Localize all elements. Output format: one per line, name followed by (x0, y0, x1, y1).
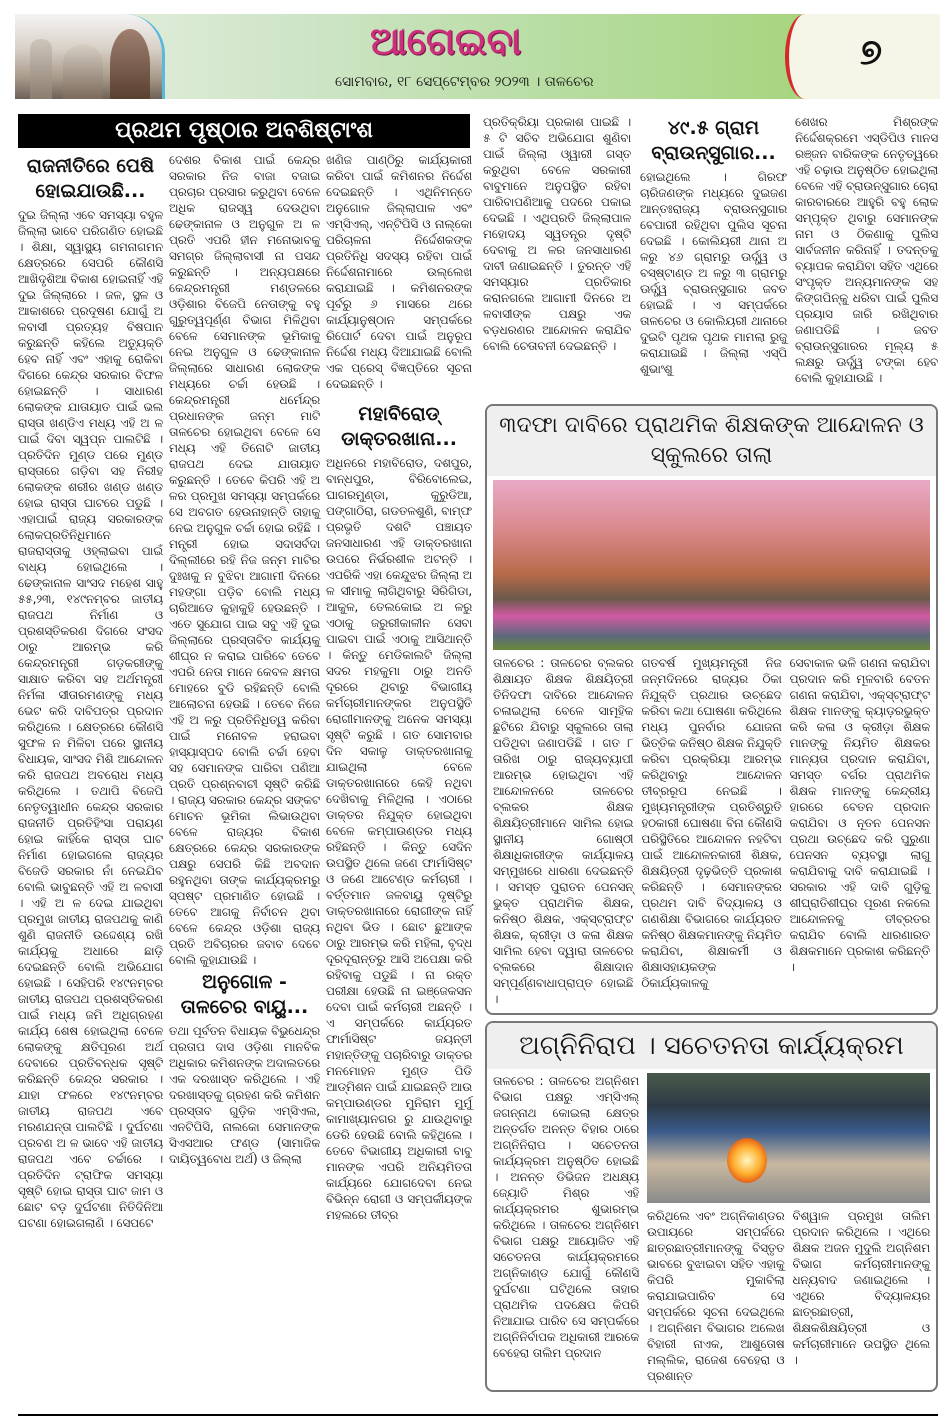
fire-column-3: ବିଶ୍ୱାଳ ପ୍ରମୁଖ ତାଲିମ ପ୍ରଦାନ କରିଥିଲେ । ଏଥିରେ ଶିକ୍ଷକ ଅଜନ ମୁଦୁଲି ଅଗ୍ନିଶମ ବିଭାଗ କର୍ମଚାରୀମାନଙ୍କୁ ଧନ୍ୟବାଦ ଜଣାଇଥିଲେ । ଏଥିରେ ବିଦ୍ୟାଳୟର ଛାତ୍ରଛାତ୍ରୀ, ଶିକ୍ଷକଶିକ୍ଷୟିତ୍ରୀ ଓ କର୍ମଚାରୀମାନେ ଉପସ୍ଥିତ ଥିଲେ । (792, 1209, 930, 1367)
masthead (15, 14, 940, 99)
fire-drill-photo (647, 1073, 930, 1203)
article-column-1 (18, 152, 163, 1231)
dateline: ସୋମବାର, ୧୮ ସେପ୍ଟେମ୍ବର ୨୦୨୩ । ତାଳଚେର (335, 74, 594, 90)
article-headline: ଅଗ୍ନିନିରାପ । ସଚେତନତା କାର୍ଯ୍ୟକ୍ରମ (487, 1023, 936, 1069)
teachers-protest-article (485, 404, 938, 1015)
temple-collage-image (15, 14, 165, 99)
article-headline: ୩ଦଫା ଦାବିରେ ପ୍ରାଥମିକ ଶିକ୍ଷକଙ୍କ ଆନ୍ଦୋଳନ ଓ ସ୍କୁଲରେ ତାଲା (487, 406, 936, 476)
article-column-6 (795, 114, 938, 386)
article-body: ପ୍ରତିକ୍ରିୟା ପ୍ରକାଶ ପାଇଛି । ୫ ଟି ସଚିବ ଅଭିଯୋଗ ଶୁଣିବା ପାଇଁ ଜିଲ୍ଲା ଓ୍ୱାରୀ ଗସ୍ତ କରୁଥିବା ବେଳେ ସରକାରୀ ବାବୁମାନେ ଅନୁପସ୍ଥିତ ରହିବା ପାରିବାପଣିଆକୁ ପଦରେ ପକାଇ ଦେଇଛି । ଏଥିପ୍ରତି ଜିଲ୍ଲାପାଳ ମହୋଦୟ ସ୍ୱତନ୍ତ୍ର ଦୃଷ୍ଟି ଦେବାକୁ ଅ ଳର ଜନସାଧାରଣ ଦାବୀ ଜଣାଇଛନ୍ତି । ତୁରନ୍ତ ଏହି ସମସ୍ୟାର ପ୍ରତିକାର କରାନଗଲେ ଆଗାମୀ ଦିନରେ ଅ ଳବାସୀଙ୍କ ପକ୍ଷରୁ ଏକ ବଡ଼ଧରଣର ଆନ୍ଦୋଳନ କରାଯିବ ବୋଲି ଚେତାବନୀ ଦେଇଛନ୍ତି । (483, 115, 631, 353)
article-column-2 (169, 152, 320, 1167)
article-body: ଅଧିନରେ ମହାବିରୋଡ, ଦଶପୁର, ବାନ୍ଧପୁର, ବିରିବୋଲେଇ, ଘାଗରମୁଣ୍ଡା, କୁରୁଡିଆ, ପଙ୍ଗାଠିରା, ଗଡତଳଶୁଣି, ବାମ୍ଫ ପ୍ରଭୃତି ଦଶଟି ପଞ୍ଚାୟତ ଜନସାଧାରଣ ଏହି ଡାକ୍ତରଖାନା ଉପରେ ନିର୍ଭରଶୀଳ ଅଟନ୍ତି । ଏପରିକି ଏହା କେନ୍ଦୁଝର ଜିଲ୍ଲା ଅ ଳ ସୀମାକୁ ଲାଗିଥିବାରୁ ସିରିଗିଡା, ଆକୁଳ, ତେଲକୋଇ ଅ ଳରୁ ଏଠାକୁ ଜରୁରୀକାଳୀନ ସେବା ପାଇବା ପାଇଁ ଏଠାକୁ ଆସିଥାନ୍ତି । କିନ୍ତୁ ମେଡିକାଲଟି ଜିଲ୍ଲା ସଦର ମହକୁମା ଠାରୁ ଅନତି ଦୂରରେ ଥିବାରୁ ବିଭାଗୀୟ କର୍ମଚାରୀମାନଙ୍କର ଅନୁପସ୍ଥିତି ରୋଗୀମାନଙ୍କୁ ଅନେକ ସମସ୍ୟା ସୃଷ୍ଟି କରୁଛି । ଗତ ସୋମବାର ଦିନ ସକାଳୁ ଡାକ୍ତରଖାନାକୁ ଯାଇଥିଲା ବେଳେ ଡାକ୍ତରଖାନାରେ କେହି ନଥିବା ଦେଖିବାକୁ ମିଳିଥିଲା । ଏଠାରେ ଡାକ୍ତର ନିଯୁକ୍ତ ହୋଇଥିବା ବେଳେ କମ୍ପାଉଣ୍ଡର ମଧ୍ୟ ରହିଛନ୍ତି । କିନ୍ତୁ ସେଦିନ ଉପସ୍ଥିତ ଥିଲେ ଜଣେ ଫାର୍ମାସିଷ୍ଟ ଓ ଜଣେ ଆଟେଣ୍ଡ କର୍ମଚାରୀ । ବର୍ତ୍ତମାନ ଜଳବାୟୁ ଦୃଷ୍ଟିରୁ ଡାକ୍ତରଖାନାରେ ରୋଗୀଙ୍କ ନାହିଁ ନଥିବା ଭିଡ । ଛୋଟ ଛୁଆଙ୍କ ଠାରୁ ଆରମ୍ଭ କରି ମହିଳା, ବୃଦ୍ଧ ଦୂରଦୂରାନ୍ତରୁ ଆସି ଅପେକ୍ଷା କରି ରହିବାକୁ ପଡୁଛି । ନା ରକ୍ତ ପରୀକ୍ଷା ହେଉଛି ନା ଇଞ୍ଜେକସନ ଦେବା ପାଇଁ କର୍ମଚାରୀ ଅଛନ୍ତି । ଏ ସମ୍ପର୍କରେ କାର୍ଯ୍ୟରତ ଫାର୍ମାସିଷ୍ଟ ଜୟନ୍ତୀ ମହାନ୍ତିଙ୍କୁ ପଚାରିବାରୁ ଡାକ୍ତର ମନମୋହନ ମୁଣ୍ଡ ପିଡି ଆଡ୍‌ମିଶନ ପାଇଁ ଯାଇଛନ୍ତି ଆଉ କମ୍ପାଉଣ୍ଡର ମୁନିରାମ ମୁର୍ମୁ କାମାଖ୍ୟାନଗର ରୁ ଯାଉଥିବାରୁ ଡେରି ହେଉଛି ବୋଲି କହିଥିଲେ । ତେବେ ବିଭାଗୀୟ ଅଧିକାରୀ ବାବୁ ମାନଙ୍କ ଏପରି ଅନିୟମିତତା କାର୍ଯ୍ୟରେ ଯୋଗଦେବା ନେଇ ବିଭିନ୍ନ ରୋଗୀ ଓ ସମ୍ପର୍କୀୟଙ୍କ ମହଲରେ ତୀବ୍ର (326, 456, 472, 1222)
fire-flame (727, 1138, 767, 1183)
article-column-3 (326, 152, 472, 1223)
article-column-4 (483, 114, 631, 354)
article-body: ତଥା ପୂର୍ବତନ ବିଧାୟକ ବିଭୁଧେନ୍ଦ୍ର ପ୍ରତାପ ଦାସ ଓଡ଼ିଶା ମାନବିକ ଅଧିକାର କମିଶନଙ୍କ ଅଦାଲତରେ ଏକ ଦରଖାସ୍ତ କରିଥିଲେ । ଏହି ଦରଖାସ୍ତକୁ ଗ୍ରହଣ କରି କମିଶନ ପ୍ରସ୍ତାବ ଗୁଡ଼ିକ ଏମ୍‌ସିଏଲ, ଏନଟିପିସି, ନାଲକୋ ସେମାନଙ୍କ ସିଏସଆର ଫଣ୍ଡ (ସାମାଜିକ ଦାୟିତ୍ୱବୋଧ ଅର୍ଥ) ଓ ଜିଲ୍ଲା (169, 1024, 320, 1166)
article-headline: ମହାବିରୋଡ୍ ଡାକ୍ତରଖାନା... (341, 403, 457, 450)
teachers-column-1: ତାଳଚେର : ତାଳଚେର ବ୍ଲକର ଶିକ୍ଷାୟତ ଶିକ୍ଷକ ଶିକ୍ଷୟିତ୍ରୀ ତିନିଦଫା ଦାବିରେ ଆନ୍ଦୋଳନ ଚଳାଇଥିଲା ବେଳେ ସାମୂହିକ ଛୁଟିରେ ଯିବାରୁ ସ୍କୁଲରେ ତାଲା ପଡିଥିବା ଜଣାପଡିଛି । ଗତ ୮ ତାରିଖ ଠାରୁ ରାଜ୍ୟବ୍ୟାପୀ ଆରମ୍ଭ ହୋଇଥିବା ଏହି ଆନ୍ଦୋଳନରେ ତାଳଚେର ବ୍ଲକର ଶିକ୍ଷକ ଶିକ୍ଷୟିତ୍ରୀମାନେ ସାମିଲ ହୋଇ ସ୍ଥାନୀୟ ଗୋଷ୍ଠୀ ଶିକ୍ଷାଧିକାରୀଙ୍କ କାର୍ଯ୍ୟାଳୟ ସମ୍ମୁଖରେ ଧାରଣା ଦେଇଛନ୍ତି । ସମସ୍ତ ପୁରାତନ ପେନସନ୍ ଭୁକ୍ତ ପ୍ରାଥମିକ ଶିକ୍ଷକ, କନିଷ୍ଠ ଶିକ୍ଷକ, ଏକ୍ସ୍‌ଟ୍ରାଫ୍ଟ ଶିକ୍ଷକ, କ୍ରୀଡ଼ା ଓ କଳା ଶିକ୍ଷକ ସାମିଲ ହେବା ଦ୍ୱାରା ତାଳଚେର ବ୍ଲକରେ ଶିକ୍ଷାଦାନ ସମ୍ପୂର୍ଣ୍ଣବାଧାପ୍ରାପ୍ତ ହୋଇଛି । (493, 656, 634, 1006)
bottom-rule (18, 1414, 938, 1416)
teachers-column-2: ଗତବର୍ଷ ମୁଖ୍ୟମନ୍ତ୍ରୀ ନିଜ ଜନ୍ମଦିନରେ ରାଜ୍ୟର ଠିକା ନିଯୁକ୍ତି ପ୍ରଥାର ଉଚ୍ଛେଦ କରିବା କଥା ଘୋଷଣା କରିଥିଲେ ମଧ୍ୟ ପୁନର୍ବାର ଯୋଜନା ଭିତ୍ତିକ କନିଷ୍ଠ ଶିକ୍ଷକ ନିଯୁକ୍ତି କରିବା ପ୍ରକ୍ରିୟା ଆରମ୍ଭ କରିଥିବାରୁ ଆନ୍ଦୋଳନ ତୀବ୍ରରୂପ ନେଇଛି । ମୁଖ୍ୟମନ୍ତ୍ରୀଙ୍କ ପ୍ରତିଶ୍ରୁତି ହଠକାରୀ ଘୋଷଣା ବିନା କୌଣସି ପରିସ୍ଥିତିରେ ଆନ୍ଦୋଳନ ନହଟିବା ପାଇଁ ଆନ୍ଦୋଳନକାରୀ ଶିକ୍ଷକ, ଶିକ୍ଷୟିତ୍ରୀ ଦୃଢ଼ଭିତ୍ତି ପ୍ରକାଶ କରିଛନ୍ତି । ସେମାନଙ୍କର ପ୍ରଥମ ଦାବି ବିଦ୍ୟାଳୟ ଓ ଗଣଶିକ୍ଷା ବିଭାଗରେ କାର୍ଯ୍ୟରତ କନିଷ୍ଠ ଶିକ୍ଷକମାନଙ୍କୁ ନିୟମିତ କରାଯିବା, ଶିକ୍ଷାକର୍ମୀ ଓ ଶିକ୍ଷାସହାୟକଙ୍କ ଠିକାର୍ଯ୍ୟକାଳକୁ (641, 656, 782, 990)
article-headline: ଅନୁଗୋଳ - ତାଳଚେର ବାୟୁ... (180, 971, 309, 1018)
fire-safety-article (485, 1021, 938, 1392)
article-body: ଖଣିଜ ପାଣ୍ଠିରୁ କାର୍ଯ୍ୟକାରୀ କରିବା ପାଇଁ କମିଶନର ନିର୍ଦ୍ଦେଶ ଦେଇଛନ୍ତି । ଏଥିନିମନ୍ତେ ଅନୁଗୋଳ ଜିଲ୍ଲାପାଳ ଏବଂ ଏମ୍‌ସିଏଲ୍, ଏନ୍‌ଟିପିସି ଓ ନାଲ୍‌କୋ ପରିଚାଳନା ନିର୍ଦ୍ଦେଶକଙ୍କ ପ୍ରତିନିଧି ସଦସ୍ୟ ରହିବା ପାଇଁ ନିର୍ଦ୍ଦେଶନାମାରେ ଉଲ୍ଲେଖ କରାଯାଇଛି । କମିଶନରଙ୍କ ପୂର୍ବରୁ ୬ ମାସରେ ଥରେ କାର୍ଯ୍ୟାନୁଷ୍ଠାନ ସମ୍ପର୍କରେ ରିପୋର୍ଟ ଦେବା ପାଇଁ ଅନୁରୂପ ନିର୍ଦ୍ଦେଶ ମଧ୍ୟ ଦିଆଯାଇଛି ବୋଲି ଏକ ପ୍ରେସ୍ ବିଜ୍ଞପ୍ତିରେ ସୂଚନା ଦେଇଛନ୍ତି । (326, 153, 472, 391)
article-headline: ୪୯.୫ ଗ୍ରାମ ବ୍ରାଉନ୍‌ସୁଗାର... (651, 117, 776, 164)
decorative-curve (785, 14, 825, 99)
fire-column-1: ତାଳଚେର : ତାଳଚେର ଅଗ୍ନିଶମ ବିଭାଗ ପକ୍ଷରୁ ଏମ୍‌ସିଏଲ୍ ଜଗନ୍ନାଥ କୋଇଲା କ୍ଷେତ୍ର ଅନ୍ତର୍ଗତ ଅନନ୍ତ ବିହାର ଠାରେ ଅଗ୍ନିନିରାପ । ସଚେତନତା କାର୍ଯ୍ୟକ୍ରମ ଅନୁଷ୍ଠିତ ହୋଇଛି । ଅନନ୍ତ ଡିଭିଜନ ଅଧକ୍ଷ୍ୟ ଜ୍ୟୋତି ମିଶ୍ର ଏହି କାର୍ଯ୍ୟକ୍ରମର ଶୁଭାରମ୍ଭ କରିଥିଲେ । ତାଳଚେର ଅଗ୍ନିଶମ ବିଭାଗ ପକ୍ଷରୁ ଆୟୋଜିତ ଏହି ସଚେତନତା କାର୍ଯ୍ୟକ୍ରମରେ ଅଗ୍ନିକାଣ୍ଡ ଯୋଗୁଁ କୌଣସି ଦୁର୍ଘଟଣା ଘଟିଥିଲେ ତାହାର ପ୍ରାଥମିକ ପଦକ୍ଷେପ କିପରି ନିଆଯାଇ ପାରିବ ସେ ସମ୍ପର୍କରେ ଅଗ୍ନିନିର୍ବାପକ ଅଧିକାରୀ ଆରକେ ବେହେରା ତାଲିମ ପ୍ରଦାନ (493, 1074, 639, 1360)
teachers-protest-photo (493, 480, 930, 650)
page-number: ୭ (860, 32, 883, 73)
section-banner: ପ୍ରଥମ ପୃଷ୍ଠାର ଅବଶିଷ୍ଟାଂଶ (18, 114, 470, 148)
fire-column-2: କରିଥିଲେ ଏବଂ ଅଗ୍ନିକାଣ୍ଡର ଉପାୟରେ ସମ୍ପର୍କରେ ଛାତ୍ରଛାତ୍ରୀମାନଙ୍କୁ ବିସ୍ତୃତ ଭାବରେ ବୁଝାଇବା ସହିତ ଏହାକୁ କିପରି ମୁକାବିଲା କରାଯାଇପାରିବ ସେ ସମ୍ପର୍କରେ ସୂଚନା ଦେଇଥିଲେ । ଅଗ୍ନିଶମ ବିଭାଗର ଅଲେଖ ବିହାରୀ ନାଏକ, ଆଶୁତୋଷ ମଲ୍ଲିକ, ରାଜେଶ ବେହେରା ଓ ପ୍ରଶାନ୍ତ (647, 1209, 785, 1383)
article-body: ଦୁଇ ଜିଲ୍ଲା ଏବେ ସମସ୍ୟା ବହୁଳ ଜିଲ୍ଲା ଭାବେ ପରିଗଣିତ ହୋଇଛି । ଶିକ୍ଷା, ସ୍ୱାସ୍ଥ୍ୟ ଗମନାଗମନ କ୍ଷେତ୍ରରେ ସେପରି କୌଣସି ଆଖିଦୃଶିଆ ବିକାଶ ହୋଇନାହିଁ ଏହି ଦୁଇ ଜିଲ୍ଲାରେ । ଜଳ, ସ୍ଥଳ ଓ ଆକାଶରେ ପ୍ରଦୂଷଣ ଯୋଗୁଁ ଅ ଳବାସୀ ପ୍ରତ୍ୟହ ବିଷପାନ କରୁଛନ୍ତି କହିଲେ ଅତ୍ୟୁକ୍ତି ହେବ ନାହିଁ ଏବଂ ଏହାକୁ ରୋକିବା ଦିଗରେ କେନ୍ଦ୍ର ସରକାର ବିଫଳ ହୋଇଛନ୍ତି । ସାଧାରଣ ଲୋକଙ୍କ ଯାତାୟାତ ପାଇଁ ଭଲ ରାସ୍ତା ଖଣ୍ଡିଏ ମଧ୍ୟ ଏହି ଅ ଳ ପାଇଁ ଦିବା ସ୍ୱପ୍ନ ପାଲଟିଛି । ପ୍ରତିଦିନ ମୁଣ୍ଡ ପରେ ମୁଣ୍ଡ ରାସ୍ତାରେ ଗଡ଼ିବା ସହ ନିରୀହ ଲୋକଙ୍କ ଶରୀର ଖଣ୍ଡ ଖଣ୍ଡ ହୋଇ ରାସ୍ତା ଘାଟରେ ପଡୁଛି । ଏହାପାଇଁ ରାଜ୍ୟ ସରକାରଙ୍କ ଲୋକପ୍ରତିନିଧିମାନେ ରାଜରାସ୍ତାକୁ ଓହ୍ଲାଇବା ପାଇଁ ବାଧ୍ୟ ହୋଇଥିଲେ । ଢେଙ୍କାନାଳ ସାଂସଦ ମହେଶ ସାହୁ ୫୫,୨୩, ୧୪୯ନମ୍ବର ଜାତୀୟ ରାଜପଥ ନିର୍ମାଣ ଓ ପ୍ରଶସ୍ତିକରଣ ଦିଗରେ ସଂସଦ ଠାରୁ ଆରମ୍ଭ କରି କେନ୍ଦ୍ରମନ୍ତ୍ରୀ ଗଡ଼କରୀଙ୍କୁ ସାକ୍ଷାତ କରିବା ସହ ଅର୍ଥମନ୍ତ୍ରୀ ନିର୍ମଳା ସୀତାରମଣଙ୍କୁ ମଧ୍ୟ ଭେଟ କରି ଦାବିପତ୍ର ପ୍ରଦାନ କରିଥିଲେ । କ୍ଷେତ୍ରରେ କୌଣସି ସୁଫଳ ନ ମିଳିବା ପରେ ସ୍ଥାନୀୟ ବିଧାୟକ, ସାଂସଦ ମିଶି ଆନ୍ଦୋଳନ କରି ରାଜପଥ ଅବରୋଧ ମଧ୍ୟ କରିଥିଲେ । ତଥାପି ବିଜେପି ନେତୃତ୍ୱାଧୀନ କେନ୍ଦ୍ର ସରକାର ରାଜନୀତି ପ୍ରତିହିଂସା ପରାୟଣ ହୋଇ କାହିଁକେ ରାସ୍ତା ଘାଟ ନିର୍ମାଣ ହୋଇଗଲେ ରାଜ୍ୟର ବିଜେଡି ସରକାର ନାଁ ନେଇଯିବ ବୋଲି ଭାବୁଛନ୍ତି ଏହି ଅ ଳବାସୀ । ଏହି ଅ ଳ ଦେଇ ଯାଇଥିବା ପ୍ରମୁଖ ଜାତୀୟ ରାଜପଥକୁ କାଣି ଶୁଣି ରାଜନୀତି ଉଦ୍ଦେଶ୍ୟ ରଖି କାର୍ଯ୍ୟକୁ ଅଧାରେ ଛାଡ଼ି ଦେଇଛନ୍ତି ବୋଲି ଅଭିଯୋଗ ହୋଇଛି । ସେହିପରି ୧୪୯ନମ୍ବର ଜାତୀୟ ରାଜପଥ ପ୍ରଶସ୍ତିକରଣ ପାଇଁ ମଧ୍ୟ ଜମି ଅଧିଗ୍ରହଣ କାର୍ଯ୍ୟ ଶେଷ ହୋଇଥିଲା ବେଳେ ଲୋକଙ୍କୁ କ୍ଷତିପୂରଣ ଅର୍ଥ ଦେବାରେ ପ୍ରତିବନ୍ଧକ ସୃଷ୍ଟି କରିଛନ୍ତି କେନ୍ଦ୍ର ସରକାର । ଯାହା ଫଳରେ ୧୪୯ନମ୍ବର ଜାତୀୟ ରାଜପଥ ଏବେ ମରଣଯନ୍ତା ପାଲଟିଛି । ଦୁର୍ଘଟଣା ପ୍ରବଣ ଅ ଳ ଭାବେ ଏହି ଜାତୀୟ ରାଜପଥ ଏବେ ଚର୍ଚ୍ଚାରେ । ପ୍ରତିଦିନ ଟ୍ରାଫିକ ସମସ୍ୟା ସୃଷ୍ଟି ହୋଇ ରାସ୍ତା ଘାଟ ଜାମ ଓ ଛୋଟ ବଡ଼ ଦୁର୍ଘଟଣା ନିତିଦିନିଆ ଘଟଣା ହୋଇଗଲାଣି । ସେପଟେ (18, 208, 163, 1230)
article-body: ହୋଇଥିଲେ । ଗିରଫ ଚାରିଜଣଙ୍କ ମଧ୍ୟରେ ଦୁଇଜଣ ଆନ୍ତଃରାଜ୍ୟ ବ୍ରାଉନ୍‌ସୁଗାର ବେପାରୀ ରହିଥିବା ପୁଲିସ ସୂଚନା ଦେଇଛି । କୋଲିୟରୀ ଥାନା ଅ ଳରୁ ୪୬ ଗ୍ରାମରୁ ଊର୍ଦ୍ଧ୍ୱ ଓ ବସ୍‌ଷ୍ଟାଣ୍ଡ ଅ ଳରୁ ୩ ଗ୍ରାମରୁ ଊର୍ଦ୍ଧ୍ୱ ବ୍ରାଉନ୍‌ସୁଗାର ଜବତ ହୋଇଛି । ଏ ସମ୍ପର୍କରେ ତାଳଚେର ଓ କୋଲିୟରୀ ଥାନାରେ ଦୁଇଟି ପୃଥକ ପୃଥକ ମାମଲା ରୁଜୁ କରାଯାଇଛି । ଜିଲ୍ଲା ଏସ୍‌ପି ଶୁଭାଂଶୁ (640, 170, 787, 376)
article-body: ଶେଖର ମିଶ୍ରଙ୍କ ନିର୍ଦ୍ଦେଶକ୍ରମେ ଏସ୍‌ଡିପିଓ ମାନସ ରଞ୍ଜନ ବାରିକଙ୍କ ନେତୃତ୍ୱରେ ଏହି ଚଢ଼ାଉ ଅନୁଷ୍ଠିତ ହୋଇଥିଲା ବେଳେ ଏହି ବ୍ରାଉନ୍‌ସୁଗାର ଚୋରା କାରବାରରେ ଆହୁରି ବହୁ ଲୋକ ସମ୍ପୃକ୍ତ ଥିବାରୁ ସେମାନଙ୍କ ନାମ ଓ ଠିକଣାକୁ ପୁଲିସ ସାର୍ବଜନୀନ କରିନାହିଁ । ତଦନ୍ତକୁ ବ୍ୟାପକ କରାଯିବା ସହିତ ଏଥିରେ ସଂପୃକ୍ତ ଅନ୍ୟମାନଙ୍କ ସହ କିଙ୍ଗପିନ୍‌କୁ ଧରିବା ପାଇଁ ପୁଲିସ ପ୍ରୟାସ ଜାରି ରଖିଥିବାର ଜଣାପଡିଛି । ଜବତ ବ୍ରାଉନ୍‌ସୁଗାରର ମୂଲ୍ୟ ୫ ଲକ୍ଷରୁ ଊର୍ଦ୍ଧ୍ୱ ଟଙ୍କା ହେବ ବୋଲି କୁହାଯାଉଛି । (795, 115, 938, 385)
article-column-5 (640, 114, 787, 377)
article-body: ଦେଶର ବିକାଶ ପାଇଁ କେନ୍ଦ୍ର ସରକାର ନିଜ ବାଜା ବଜାଇ ପ୍ରଚାର ପ୍ରସାର କରୁଥିବା ବେଳେ ଅଧିକ ରାଜସ୍ୱ ଦେଉଥିବା ଢେଙ୍କାନାଳ ଓ ଅନୁଗୁଳ ଅ ଳ ପ୍ରତି ଏପରି ହୀନ ମନୋଭାବକୁ ସମଗ୍ର ଜିଲ୍ଲାବାସୀ ନା ପସନ୍ଦ କରୁଛନ୍ତି । ଅନ୍ୟପକ୍ଷରେ କେନ୍ଦ୍ରମନ୍ତ୍ରୀ ମଣ୍ଡଳରେ ଓଡ଼ିଶାର ବିଜେପି ନେତାଙ୍କୁ ବହୁ ଗୁରୁତ୍ୱପୂର୍ଣ୍ଣ ବିଭାଗ ମିଳିଥିବା ବେଳେ ସେମାନଙ୍କ ଭୂମିକାକୁ ନେଇ ଅନୁଗୁଳ ଓ ଢେଙ୍କାନାଳ ଜିଲ୍ଲାରେ ସାଧାରଣ ଲୋକଙ୍କ ମଧ୍ୟରେ ଚର୍ଚ୍ଚା ହେଉଛି । କେନ୍ଦ୍ରମନ୍ତ୍ରୀ ଧର୍ମେନ୍ଦ୍ର ପ୍ରଧାନଙ୍କ ଜନ୍ମ ମାଟି ତାଳଚେର ହୋଇଥିବା ବେଳେ ସେ ମଧ୍ୟ ଏହି ତିନୋଟି ଜାତୀୟ ରାଜପଥ ଦେଇ ଯାତାୟାତ କରୁଛନ୍ତି । ତେବେ କିପରି ଏହି ଅ ଳର ପ୍ରମୁଖ ସମସ୍ୟା ସମ୍ପର୍କରେ ସେ ଅବଗତ ହେଉନାହାନ୍ତି ତାହାକୁ ନେଇ ଅନୁଗୁଳ ଚର୍ଚ୍ଚା ହୋଇ ରହିଛି । ମନ୍ତ୍ରୀ ହୋଇ ସଦାସର୍ବଦା ଦିଲ୍ଲୀରେ ରହି ନିଜ ଜନ୍ମ ମାଟିର ଦୁଃଖକୁ ନ ବୁଝିବା ଆଗାମୀ ଦିନରେ ମହଙ୍ଗା ପଡ଼ିବ ବୋଲି ମଧ୍ୟ ଚାରିଆଡେ କୁହାକୁହି ହେଉଛନ୍ତି । ଏତେ ସୁଯୋଗ ପାଇ ସବୁ ଏହି ଦୁଇ ଜିଲ୍ଲାରେ ପ୍ରସ୍ତାବିତ କାର୍ଯ୍ୟକୁ ଶୀଘ୍ର ନ କରାଇ ପାରିବେ ତେବେ ଏପରି ନେତା ମାନେ କେବଳ କ୍ଷମତା ମୋହରେ ବୁଡି ରହିଛନ୍ତି ବୋଲି ଆଲୋଚନା ହେଉଛି । ତେବେ ନିଜେ ଏହି ଅ ଳରୁ ପ୍ରତିନିଧିତ୍ୱ କରିବା ପାଇଁ ମନୋବଳ ହରାଇବା ହାସ୍ୟାସ୍ପଦ ବୋଲି ଚର୍ଚ୍ଚା ହେବା ସହ ସେମାନଙ୍କ ପାରିବା ପଣିଆ ପ୍ରତି ପ୍ରଶ୍ନବାଚୀ ସୃଷ୍ଟି କରିଛି । ରାଜ୍ୟ ସରକାର କେନ୍ଦ୍ର ସଙ୍କଟ ମୋଚନ ଭୂମିକା ଲିଭାଉଥିବା ବେଳେ ରାଜ୍ୟର ବିକାଶ କ୍ଷେତ୍ରରେ କେନ୍ଦ୍ର ସରକାରଙ୍କ ପକ୍ଷରୁ ସେପରି କିଛି ଅବଦାନ ରହୁନଥିବା ତାଙ୍କ କାର୍ଯ୍ୟକ୍ରମରୁ ସ୍ପଷ୍ଟ ପ୍ରମାଣିତ ହୋଇଛି । ତେବେ ଆଗକୁ ନିର୍ବାଚନ ଥିବା ବେଳେ କେନ୍ଦ୍ର ଓଡ଼ିଶା ରାଜ୍ୟ ପ୍ରତି ଅବିଚାରର ଜବାବ ଦେବେ ବୋଲି କୁହାଯାଉଛି । (169, 153, 320, 967)
newspaper-title: ଆଗେଇବା (370, 18, 522, 63)
teachers-column-3: ସେବାକାଳ ଭଳି ଗଣନା କରାଯିବା ପ୍ରଦାନ କରି ମୂଳବାରି ବେତନ ଗଣନା କରାଯିବା, ଏକ୍ସ୍‌ଟ୍ରାଫ୍ଟ ଶିକ୍ଷକ ମାନଙ୍କୁ କ୍ୟାଡ଼ରଭୁକ୍ତ କରି କଳା ଓ କ୍ରୀଡ଼ା ଶିକ୍ଷକ ମାନଙ୍କୁ ନିୟମିତ ଶିକ୍ଷକର ମାନ୍ୟତା ପ୍ରଦାନ କରାଯିବା, ସମସ୍ତ ବର୍ଗର ପ୍ରାଥମିକ ଶିକ୍ଷକ ମାନଙ୍କୁ କେନ୍ଦ୍ରୀୟ ହାରରେ ବେତନ ପ୍ରଦାନ କରାଯିବା ଓ ନୂତନ ପେନସନ ପ୍ରଥା ଉଚ୍ଛେଦ କରି ପୁରୁଣା ପେନସନ ବ୍ୟବସ୍ଥା ଲାଗୁ କରାଯିବାକୁ ଦାବି କରାଯାଇଛି । ସରକାର ଏହି ଦାବି ଗୁଡ଼ିକୁ ଶୀଘ୍ରାତିଶୀଘ୍ର ପୂରଣ ନକଲେ ଆନ୍ଦୋଳନକୁ ତୀବ୍ରତର କରାଯିବ ବୋଲି ଧାରଣାରତ ଶିକ୍ଷକମାନେ ପ୍ରକାଶ କରିଛନ୍ତି । (789, 656, 930, 974)
article-headline: ରାଜନୀତିରେ ପେଷି ହୋଇଯାଉଛି... (26, 155, 155, 202)
